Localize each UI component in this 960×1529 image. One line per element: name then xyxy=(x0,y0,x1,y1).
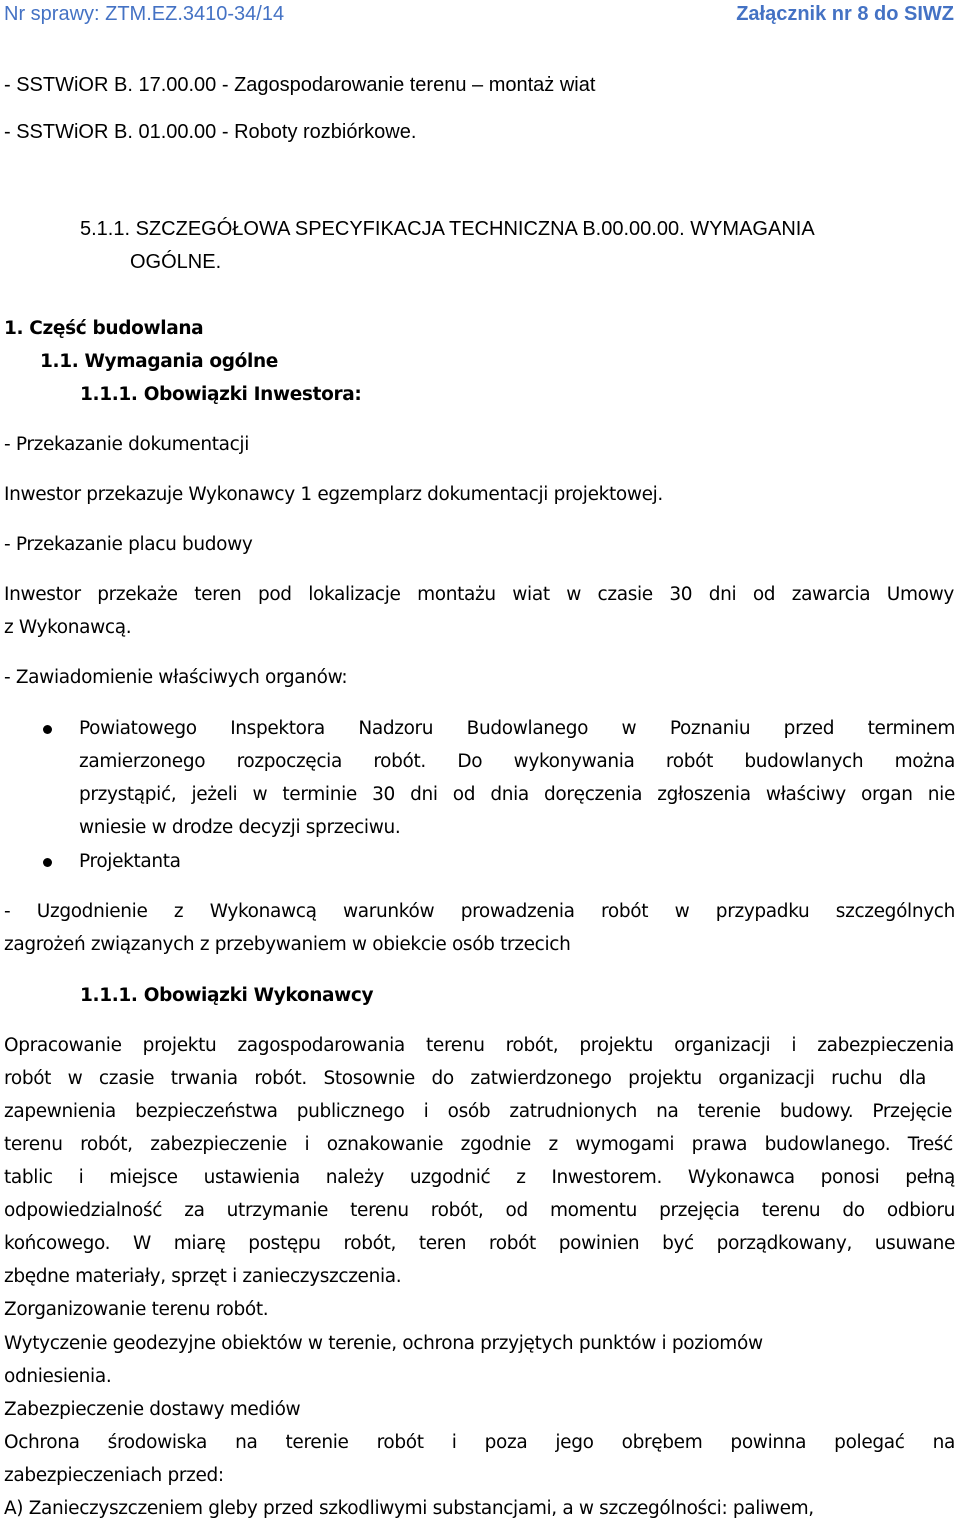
contractor-duties-heading: 1.1.1. Obowiązki Wykonawcy xyxy=(80,985,374,1006)
documentation-heading: - Przekazanie dokumentacji xyxy=(4,434,249,455)
spec-heading-line-1: 5.1.1. SZCZEGÓŁOWA SPECYFIKACJA TECHNICZNA B.00.00.00. WYMAGANIA xyxy=(80,218,815,240)
contractor-line: A) Zanieczyszczeniem gleby przed szkodliwymi substancjami, a w szczególności: paliwem, xyxy=(4,1498,814,1519)
spec-heading-line-2: OGÓLNE. xyxy=(130,251,222,273)
intro-line-2: - SSTWiOR B. 01.00.00 - Roboty rozbiórkowe. xyxy=(4,121,417,143)
contractor-line: odpowiedzialność za utrzymanie terenu robót, od momentu przejęcia terenu do odbioru xyxy=(4,1200,955,1221)
section-subtitle: 1.1. Wymagania ogólne xyxy=(40,351,279,372)
contractor-line: Wytyczenie geodezyjne obiektów w terenie, ochrona przyjętych punktów i poziomów xyxy=(4,1333,763,1354)
contractor-line: Zorganizowanie terenu robót. xyxy=(4,1299,269,1320)
contractor-line: tablic i miejsce ustawienia należy uzgodnić z Inwestorem. Wykonawca ponosi pełną xyxy=(4,1167,955,1188)
contractor-line: zapewnienia bezpieczeństwa publicznego i osób zatrudnionych na terenie budowy. Przejęcie xyxy=(4,1101,952,1122)
bullet-1-line-3: przystąpić, jeżeli w terminie 30 dni od dnia doręczenia zgłoszenia właściwy organ nie xyxy=(79,784,955,805)
bullet-1-line-1: Powiatowego Inspektora Nadzoru Budowlanego w Poznaniu przed terminem xyxy=(79,718,955,739)
bullet-icon xyxy=(43,858,52,867)
section-title: 1. Część budowlana xyxy=(4,318,204,339)
contractor-line: Zabezpieczenie dostawy mediów xyxy=(4,1399,301,1420)
bullet-icon xyxy=(43,725,52,734)
bullet-1-line-4: wniesie w drodze decyzji sprzeciwu. xyxy=(79,817,401,838)
bullet-2: Projektanta xyxy=(79,851,181,872)
contractor-line: Ochrona środowiska na terenie robót i poza jego obrębem powinna polegać na xyxy=(4,1432,955,1453)
case-number: Nr sprawy: ZTM.EZ.3410-34/14 xyxy=(4,3,285,25)
site-handover-text-2: z Wykonawcą. xyxy=(4,617,132,638)
bullet-1-line-2: zamierzonego rozpoczęcia robót. Do wykonywania robót budowlanych można xyxy=(79,751,955,772)
coordination-line-2: zagrożeń związanych z przebywaniem w obiekcie osób trzecich xyxy=(4,934,571,955)
contractor-line: terenu robót, zabezpieczenie i oznakowanie zgodnie z wymogami prawa budowlanego. Treść xyxy=(4,1134,953,1155)
contractor-line: robót w czasie trwania robót. Stosownie do zatwierdzonego projektu organizacji ruchu dla xyxy=(4,1068,926,1089)
site-handover-heading: - Przekazanie placu budowy xyxy=(4,534,253,555)
coordination-line-1: - Uzgodnienie z Wykonawcą warunków prowadzenia robót w przypadku szczególnych xyxy=(4,901,955,922)
contractor-line: zbędne materiały, sprzęt i zanieczyszczenia. xyxy=(4,1266,402,1287)
attachment-label: Załącznik nr 8 do SIWZ xyxy=(736,3,954,25)
notification-heading: - Zawiadomienie właściwych organów: xyxy=(4,667,348,688)
contractor-line: Opracowanie projektu zagospodarowania terenu robót, projektu organizacji i zabezpieczenia xyxy=(4,1035,954,1056)
contractor-line: zabezpieczeniach przed: xyxy=(4,1465,224,1486)
investor-duties-heading: 1.1.1. Obowiązki Inwestora: xyxy=(80,384,362,405)
site-handover-text-1: Inwestor przekaże teren pod lokalizacje montażu wiat w czasie 30 dni od zawarcia Umowy xyxy=(4,584,954,605)
documentation-text: Inwestor przekazuje Wykonawcy 1 egzemplarz dokumentacji projektowej. xyxy=(4,484,663,505)
contractor-line: końcowego. W miarę postępu robót, teren robót powinien być porządkowany, usuwane xyxy=(4,1233,955,1254)
contractor-line: odniesienia. xyxy=(4,1366,112,1387)
intro-line-1: - SSTWiOR B. 17.00.00 - Zagospodarowanie terenu – montaż wiat xyxy=(4,74,596,96)
